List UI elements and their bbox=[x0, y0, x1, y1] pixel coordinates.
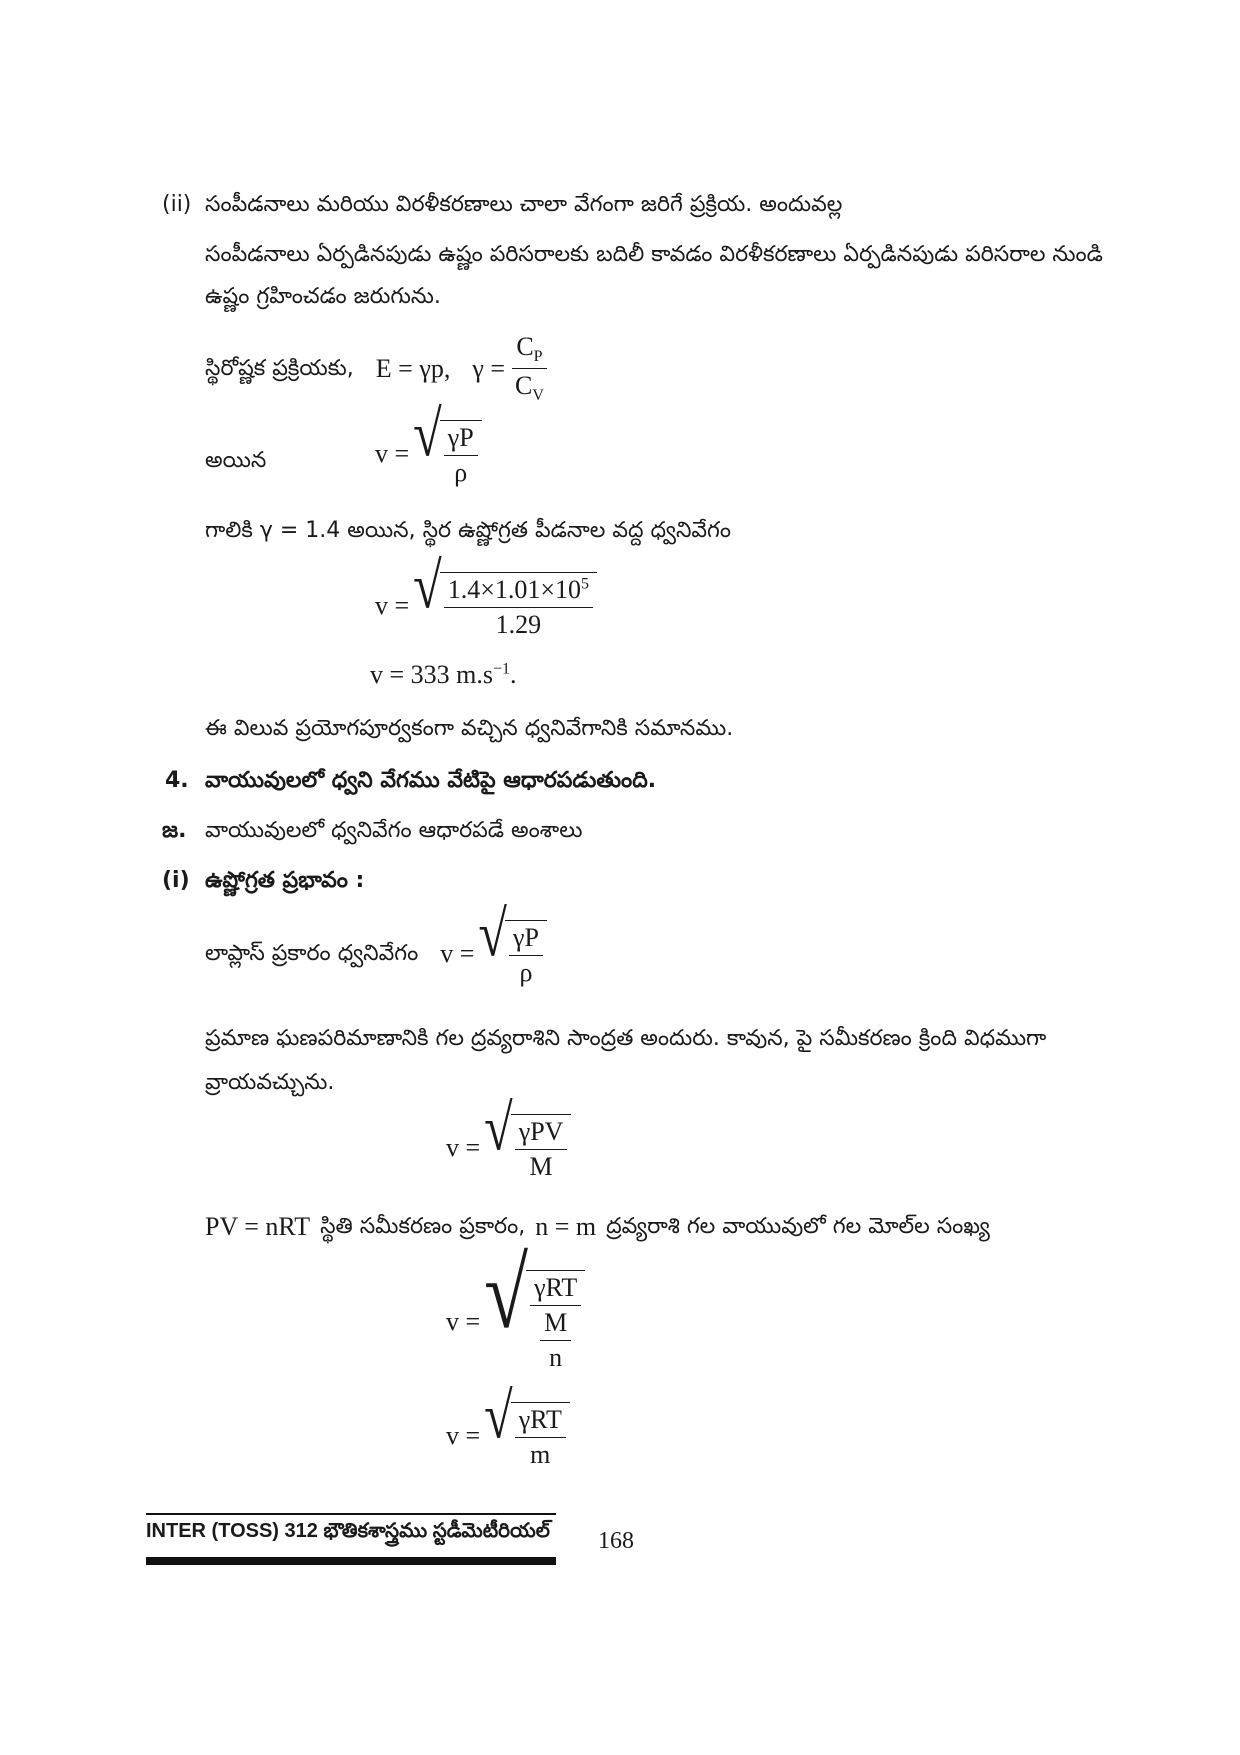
density-line1: ప్రమాణ ఘణపరిమాణానికి గల ద్రవ్యరాశిని సాంద్రత అందురు. కావున, పై సమీకరణం క్రింది విధముగా bbox=[205, 1026, 1047, 1051]
sqrt-sign: √ $\frac{\gamma P}{\rho}$ bbox=[413, 420, 482, 488]
sqrt-sign: √ $\frac{\text{γPV}}{M}$ bbox=[484, 1114, 571, 1182]
footer-title: INTER (TOSS) 312 భౌతికశాస్త్రము స్టడీమెటీరియల్ bbox=[146, 1520, 550, 1542]
sub-i-label: (i) bbox=[162, 868, 190, 893]
equation-air-values bbox=[375, 551, 597, 640]
adiabatic-line bbox=[205, 332, 548, 405]
n-equals-m: n = m bbox=[535, 1212, 597, 1241]
state-equation-line bbox=[205, 1212, 990, 1242]
adiabatic-eq1: E = γp, bbox=[375, 353, 451, 383]
cp-symbol: C bbox=[516, 332, 534, 361]
denominator: m bbox=[530, 1440, 551, 1469]
state-eq-text2: ద్రవ్యరాశి గల వాయువులో గల మోల్‌ల సంఖ్య bbox=[606, 1214, 990, 1239]
equation-v-rt-m bbox=[446, 1381, 570, 1470]
air-denominator: 1.29 bbox=[495, 610, 542, 639]
pv-nrt: PV = nRT bbox=[205, 1212, 311, 1241]
para-ii-line2: సంపీడనాలు ఏర్పడినపుడు ఉష్ణం పరిసరాలకు బదిలీ కావడం విరళీకరణాలు ఏర్పడినపుడు పరిసరాల నుండి bbox=[205, 242, 1103, 267]
answer-text: వాయువులలో ధ్వనివేగం ఆధారపడే అంశాలు bbox=[205, 818, 583, 843]
inner-numerator: M bbox=[540, 1308, 571, 1341]
air-result-end: . bbox=[510, 660, 517, 689]
sqrt-sign: √ $\frac{\gamma P}{\rho}$ bbox=[478, 920, 547, 988]
cv-symbol: C bbox=[514, 371, 533, 401]
sqrt-sign: √ $\frac{\text{γRT}}{\frac{M}{n}}$ bbox=[484, 1270, 585, 1373]
footer-top-rule bbox=[146, 1513, 556, 1515]
v-lhs: v = bbox=[375, 591, 410, 620]
numerator: γRT bbox=[515, 1405, 566, 1438]
numerator: γP bbox=[444, 423, 478, 456]
numerator: γRT bbox=[530, 1273, 581, 1306]
density-line2: వ్రాయవచ్చును. bbox=[205, 1070, 335, 1095]
para-ii-label: (ii) bbox=[162, 192, 192, 217]
gamma-definition bbox=[472, 332, 548, 405]
numerator: γP bbox=[509, 923, 543, 956]
cv-subscript: V bbox=[532, 387, 544, 405]
cp-subscript: P bbox=[533, 348, 543, 366]
laplace-text: లాప్లాస్ ప్రకారం ధ్వనివేగం bbox=[205, 941, 419, 966]
denominator: ρ bbox=[519, 958, 533, 987]
air-text: గాలికి γ = 1.4 అయిన, స్థిర ఉష్ణోగ్రత పీడనాల వద్ద ధ్వనివేగం bbox=[205, 518, 732, 543]
inner-denominator: n bbox=[549, 1343, 563, 1372]
v-lhs: v = bbox=[446, 1133, 481, 1162]
v-lhs: v = bbox=[446, 1421, 481, 1450]
state-eq-text1: స్థితి సమీకరణం ప్రకారం, bbox=[320, 1214, 526, 1239]
equation-v-rt-m-n bbox=[446, 1239, 585, 1373]
sub-i-heading: ఉష్ణోగ్రత ప్రభావం : bbox=[205, 868, 365, 893]
section4-heading: వాయువులలో ధ్వని వేగము వేటిపై ఆధారపడుతుంది. bbox=[205, 768, 657, 793]
then-text: అయిన bbox=[205, 448, 267, 473]
para-ii-line3: ఉష్ణం గ్రహించడం జరుగును. bbox=[205, 284, 441, 309]
denominator: M bbox=[529, 1152, 553, 1181]
v-lhs: v = bbox=[375, 439, 410, 468]
gamma-fraction bbox=[511, 332, 548, 405]
air-result bbox=[370, 660, 517, 690]
sqrt-sign: √ $\frac{\text{γRT}}{m}$ bbox=[484, 1402, 570, 1470]
equation-v-gamma-pv-m bbox=[446, 1093, 571, 1182]
air-exponent: 5 bbox=[581, 575, 590, 593]
v-lhs: v = bbox=[446, 1306, 481, 1336]
air-result-main: v = 333 m.s bbox=[370, 660, 494, 689]
denominator: ρ bbox=[454, 458, 468, 487]
air-numerator: 1.4×1.01×10 bbox=[447, 575, 582, 604]
air-result-exponent: −1 bbox=[493, 660, 511, 678]
equation-v-gamma-p-rho bbox=[375, 399, 482, 488]
numerator: γPV bbox=[515, 1117, 568, 1150]
adiabatic-text: స్థిరోష్ణక ప్రక్రియకు, bbox=[205, 355, 354, 381]
gamma-lhs: γ = bbox=[472, 353, 505, 383]
page-number: 168 bbox=[598, 1528, 634, 1554]
para-ii-line1: సంపీడనాలు మరియు విరళీకరణాలు చాలా వేగంగా జరిగే ప్రక్రియ. అందువల్ల bbox=[205, 192, 843, 217]
answer-label: జ. bbox=[162, 818, 187, 843]
value-note: ఈ విలువ ప్రయోగపూర్వకంగా వచ్చిన ధ్వనివేగానికి సమానము. bbox=[205, 716, 734, 741]
footer-bottom-rule bbox=[146, 1557, 556, 1565]
section4-number: 4. bbox=[165, 768, 189, 793]
laplace-line bbox=[205, 899, 547, 988]
sqrt-sign: √ $\frac{1.4\times 1.01\times 10^5}{1.29}$ bbox=[413, 572, 597, 640]
v-lhs: v = bbox=[440, 939, 475, 968]
equation-laplace bbox=[440, 899, 547, 988]
